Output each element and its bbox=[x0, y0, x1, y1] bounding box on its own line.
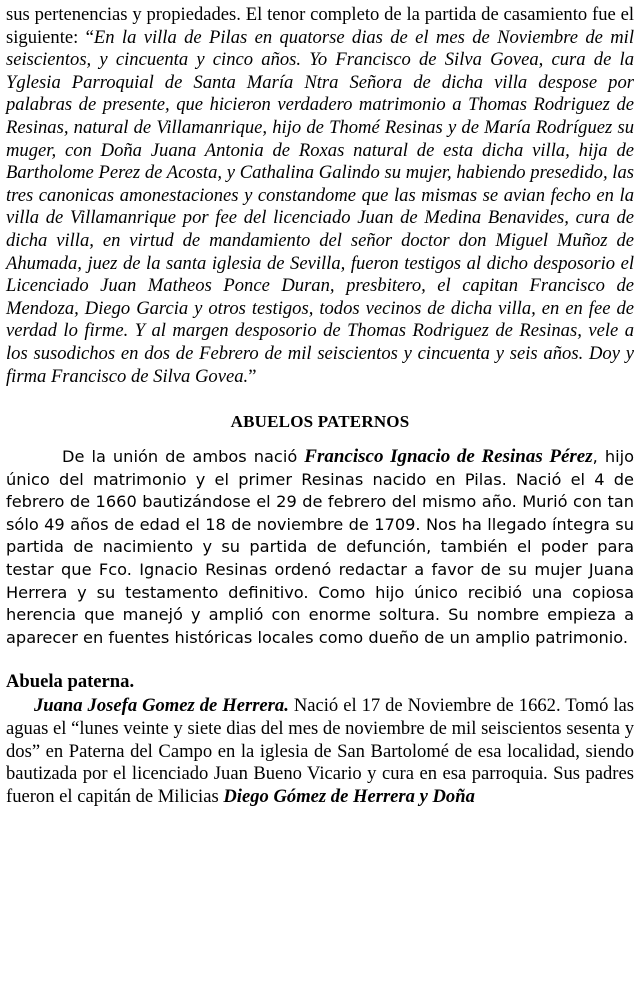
marriage-record-quote: En la villa de Pilas en quatorse dias de el mes de Noviembre de mil seiscientos, y cincuenta y cinco años. Yo Francisco de Silva Govea, cura de la Yglesia Parroquial de Santa María Ntra Señora de dicha villa despose por palabras de presente, que hicieron verdadero matrimonio a Thomas Rodriguez de Resinas, natural de Villamanrique, hijo de Thomé Resinas y de María Rodríguez su muger, con Doña Juana Antonia de Roxas natural de esta dicha villa, hija de Bartholome Perez de Acosta, y Cathalina Galindo su mujer, habiendo presedido, las tres canonicas amonestaciones y constandome que las mismas se avian fecho en la villa de Villamanrique por fee del licenciado Juan de Medina Benavides, cura de dicha villa, en virtud de mandamiento del señor doctor don Miguel Muñoz de Ahumada, juez de la santa iglesia de Sevilla, fueron testigos al dicho desposorio el Licenciado Juan Matheos Ponce Duran, presbitero, el capitan Francisco de Mendoza, Diego Garcia y otros testigos, todos vecinos de dicha villa, en en fee de verdad lo firme. Y al margen desposorio de Thomas Rodriguez de Resinas, vele a los susodichos en dos de Febrero de mil seiscientos y cincuenta y seis años. Doy y firma Francisco de Silva Govea. bbox=[6, 26, 634, 387]
grandmother-heading: Abuela paterna. bbox=[6, 671, 135, 693]
grandmother-name: Juana Josefa Gomez de Herrera. bbox=[34, 695, 289, 717]
grandmother-parents: Diego Gómez de Herrera y Doña bbox=[223, 785, 475, 807]
grandmother-body: Nació el 17 de Noviembre de 1662. Tomó las aguas el “lunes veinte y siete dias del mes de noviembre de mil seiscientos sesenta y dos” en Paterna del Campo en la iglesia de San Bartolomé de esa localidad, siendo bautizada por el licenciado Juan Bueno Vicario y cura en esa parroquia. Sus padres fueron el capitán de Milicias bbox=[6, 695, 634, 807]
marriage-record-paragraph bbox=[6, 0, 634, 388]
grandfather-body: , hijo único del matrimonio y el primer Resinas nacido en Pilas. Nació el 4 de febrero de 1660 bautizándose el 29 de febrero del mismo año. Murió con tan sólo 49 años de edad el 18 de noviembre de 1709. Nos ha llegado íntegra su partida de nacimiento y su partida de defunción, también el poder para testar que Fco. Ignacio Resinas ordenó redactar a favor de su mujer Juana Herrera y su testamento definitivo. Como hijo único recibió una copiosa herencia que manejó y amplió con enorme soltura. Su nombre empieza a aparecer en fuentes históricas locales como dueño de un amplio patrimonio. bbox=[6, 447, 634, 647]
grandmother-paragraph bbox=[6, 695, 634, 808]
grandfather-name: Francisco Ignacio de Resinas Pérez bbox=[304, 446, 593, 468]
grandfather-lead: De la unión de ambos nació bbox=[62, 447, 305, 467]
quote-close: ” bbox=[248, 365, 257, 387]
section-heading: ABUELOS PATERNOS bbox=[230, 412, 410, 432]
intro-lead: sus pertenencias y propiedades. El tenor completo de la partida de casamiento fue el siguiente: “ bbox=[6, 4, 634, 48]
grandfather-paragraph bbox=[6, 446, 634, 649]
